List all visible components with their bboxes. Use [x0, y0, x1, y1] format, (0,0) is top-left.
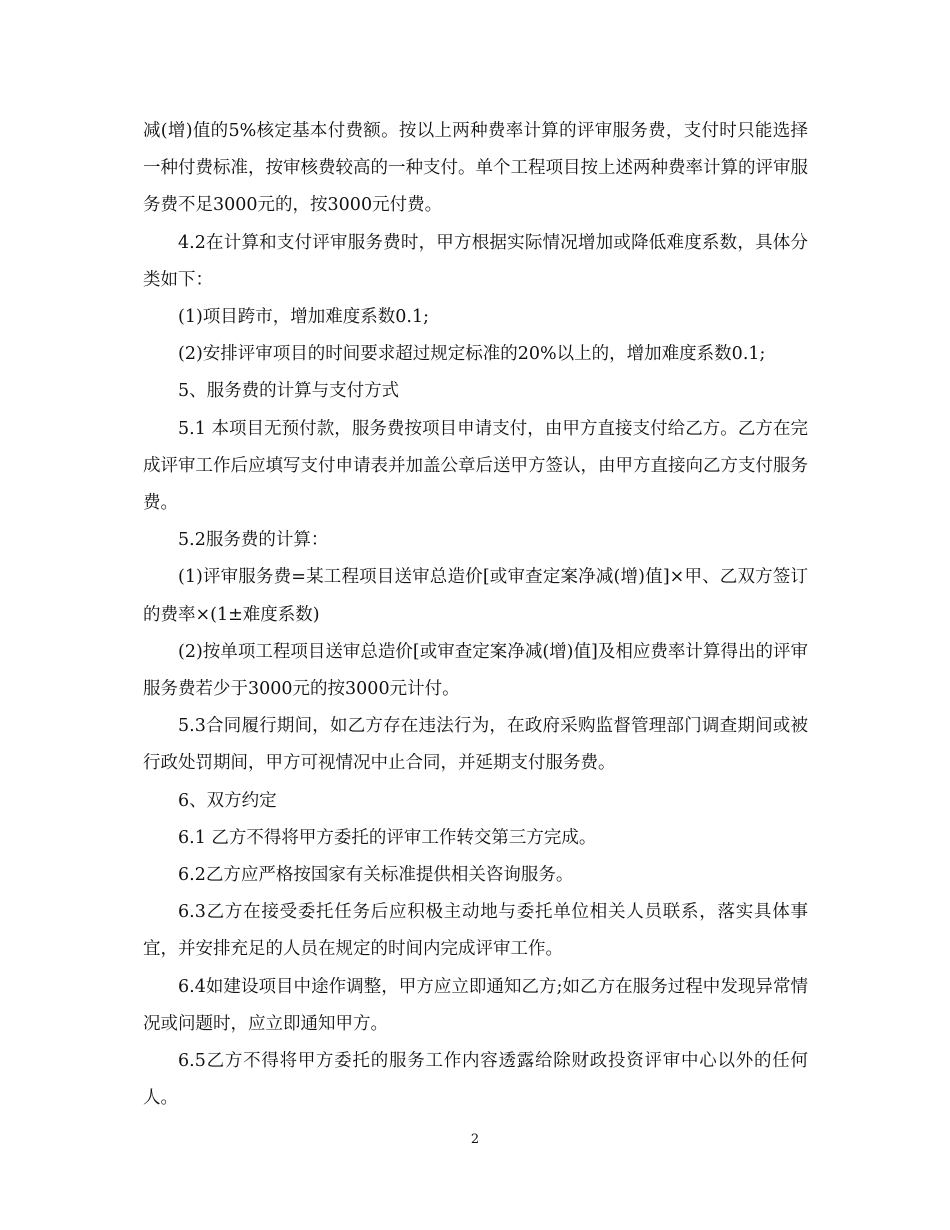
paragraph-6-3: 6.3乙方在接受委托任务后应积极主动地与委托单位相关人员联系，落实具体事宜，并安排充足的人员在规定的时间内完成评审工作。	[143, 902, 808, 960]
paragraph-continuation: 减(增)值的5%核定基本付费额。按以上两种费率计算的评审服务费，支付时只能选择一种付费标准，按审核费较高的一种支付。单个工程项目按上述两种费率计算的评审服务费不足3000元的，按3000元付费。	[143, 121, 808, 216]
paragraph-6-2: 6.2乙方应严格按国家有关标准提供相关咨询服务。	[178, 865, 574, 886]
document-body	[143, 113, 808, 1117]
paragraph-5-3: 5.3合同履行期间，如乙方存在违法行为，在政府采购监督管理部门调查期间或被行政处罚期间，甲方可视情况中止合同，并延期支付服务费。	[143, 716, 808, 774]
page-number: 2	[470, 1132, 480, 1147]
paragraph-4-2-item-2: (2)安排评审项目的时间要求超过规定标准的20%以上的，增加难度系数0.1;	[178, 344, 766, 365]
paragraph-4-2: 4.2在计算和支付评审服务费时，甲方根据实际情况增加或降低难度系数，具体分类如下：	[143, 232, 808, 290]
paragraph-6-4: 6.4如建设项目中途作调整，甲方应立即通知乙方;如乙方在服务过程中发现异常情况或问题时，应立即通知甲方。	[143, 976, 808, 1034]
paragraph-4-2-item-1: (1)项目跨市，增加难度系数0.1;	[178, 307, 430, 328]
paragraph-5-2-item-2: (2)按单项工程项目送审总造价[或审查定案净减(增)值]及相应费率计算得出的评审服务费若少于3000元的按3000元计付。	[143, 641, 808, 700]
section-heading-5: 5、服务费的计算与支付方式	[178, 381, 400, 402]
paragraph-6-1: 6.1 乙方不得将甲方委托的评审工作转交第三方完成。	[178, 827, 597, 848]
paragraph-6-5: 6.5乙方不得将甲方委托的服务工作内容透露给除财政投资评审中心以外的任何人。	[143, 1051, 808, 1109]
paragraph-5-2-item-1: (1)评审服务费=某工程项目送审总造价[或审查定案净减(增)值]×甲、乙双方签订的费率×(1±难度系数)	[143, 567, 808, 625]
paragraph-5-1: 5.1 本项目无预付款，服务费按项目申请支付，由甲方直接支付给乙方。乙方在完成评审工作后应填写支付申请表并加盖公章后送甲方签认，由甲方直接向乙方支付服务费。	[143, 418, 808, 514]
section-heading-6: 6、双方约定	[178, 790, 277, 811]
paragraph-5-2: 5.2服务费的计算：	[178, 530, 329, 551]
